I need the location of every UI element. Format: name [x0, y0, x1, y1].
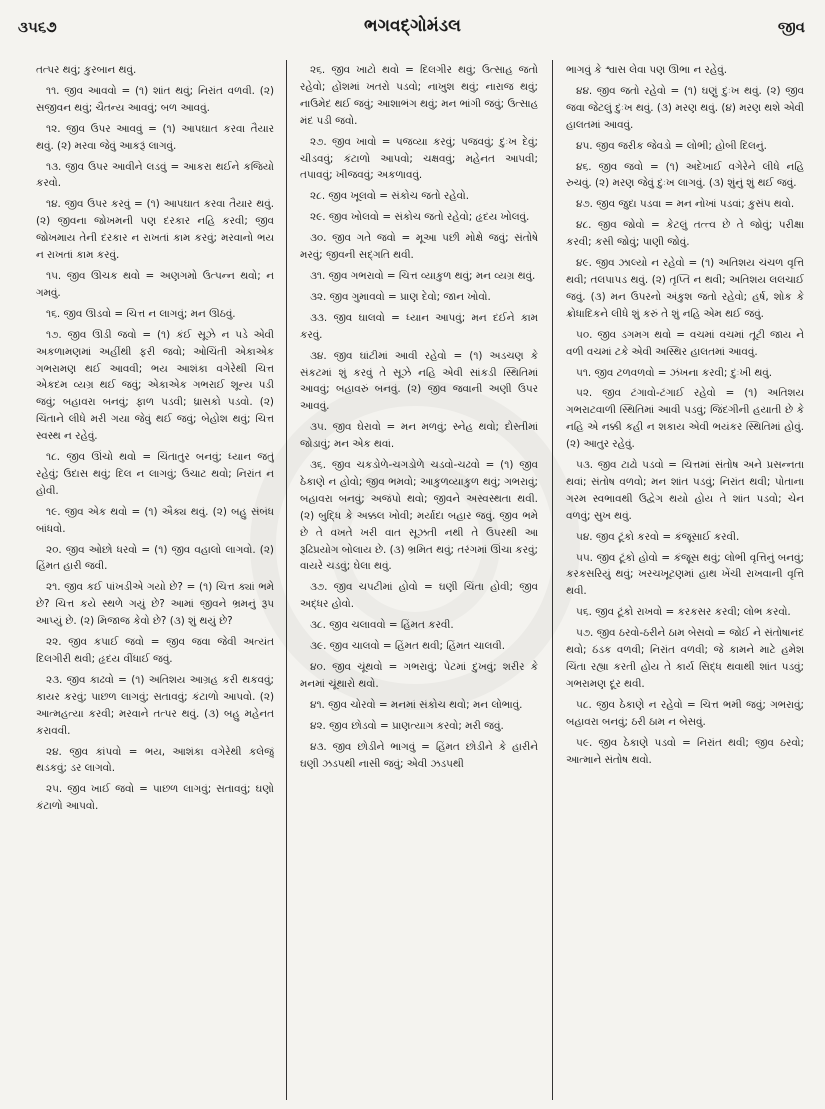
dictionary-entry: ૩૩. જીવ ઘાલવો = ધ્યાન આપવું; મન દઈને કામ કરવું. — [300, 311, 538, 341]
dictionary-entry: ૩૫. જીવ ઘેરાવો = મન મળવું; સ્નેહ થવો; દોસ્તીમાં જોડાવું; મન એક થવાં. — [300, 421, 538, 451]
dictionary-entry: ૪૧. જીવ ચોરવો = મનમાં સંકોચ થવો; મન લોભાવું. — [310, 698, 523, 711]
dictionary-entry: ૨૯. જીવ ખોલવો = સંકોચ જતો રહેવો; હૃદય ખોલવું. — [310, 211, 530, 224]
dictionary-entry: ૪૭. જીવ જુદા પડવા = મન નોખાં પડવાં; કુસંપ થવો. — [576, 198, 795, 211]
headword: જીવ — [777, 18, 805, 36]
dictionary-entry: ૨૪. જીવ કાંપવો = ભય, આશંકા વગેરેથી કલેજું થડકવું; ડર લાગવો. — [36, 745, 274, 775]
dictionary-entry: ભાગવું કે શ્વાસ લેવા પણ ઊભા ન રહેવું. — [566, 64, 728, 76]
column-3 — [566, 62, 804, 1102]
page-number: ૩૫૬૭ — [18, 18, 57, 36]
dictionary-entry: ૪૨. જીવ છોડવો = પ્રાણત્યાગ કરવો; મરી જવું. — [310, 719, 504, 732]
dictionary-entry: ૩૨. જીવ ગુમાવવો = પ્રાણ દેવો; જાન ખોવો. — [310, 290, 491, 303]
column-divider — [286, 60, 287, 1100]
dictionary-entry: ૫૦. જીવ ડગમગ થવો = વચમાં વચમાં તૂટી જાય ને વળી વચમાં ટકે એવી અસ્થિર હાલતમાં આવવું. — [566, 328, 804, 358]
dictionary-entry: ૨૦. જીવ ઓછો ધરવો = (૧) જીવ વહાલો લાગવો. (૨) હિંમત હારી જવી. — [36, 543, 274, 573]
dictionary-entry: ૩૦. જીવ ગતે જવો = મૂઆ પછી મોક્ષે જવું; સંતોષે મરવું; જીવની સદ્ગતિ થવી. — [300, 232, 538, 262]
dictionary-entry: ૨૭. જીવ ખાવો = પજવ્યા કરવું; પજવવું; દુઃખ દેવું; ચીડવવું; કંટાળો આપવો; ચક્ષવવું; મહેનત આપવી; તપાવવું; ખીજવવું; અકળાવવું. — [300, 135, 538, 182]
dictionary-entry: ૫૪. જીવ ટૂંકો કરવો = કંજૂસાઈ કરવી. — [576, 530, 740, 543]
dictionary-entry: ૫૯. જીવ ઠેકાણે પડવો = નિરાંત થવી; જીવ ઠરવો; આત્માને સંતોષ થવો. — [566, 736, 804, 766]
dictionary-entry: ૫૮. જીવ ઠેકાણે ન રહેવો = ચિત્ત ભમી જવું; ગભરાવું; બહાવરા બનવું; ઠરી ઠામ ન બેસવું. — [566, 698, 804, 728]
dictionary-entry: ૪૯. જીવ ઝાલ્યો ન રહેવો = (૧) અતિશય ચંચળ વૃત્તિ થવી; તલપાપડ થવું. (૨) તૃપ્તિ ન થવી; અતિશય લલચાઈ જવું. (૩) મન ઉપરનો અંકુશ જતો રહેવો; હર્ષ, શોક કે ક્રોધાદિકને લીધે શું કરું તે શું નહિ એમ થઈ જવું. — [566, 257, 804, 320]
running-title: ભગવદ્ગોમંડલ — [364, 16, 461, 36]
dictionary-entry: ૪૮. જીવ જોવો = કેટલું તત્ત્વ છે તે જોવું; પરીક્ષા કરવી; કસી જોવું; પાણી જોવું. — [566, 219, 804, 249]
dictionary-entry: ૫૧. જીવ ટળવળવો = ઝંખના કરવી; દુઃખી થવું. — [576, 366, 773, 379]
dictionary-entry: ૨૮. જીવ ખૂલવો = સંકોચ જતો રહેવો. — [310, 190, 470, 203]
dictionary-entry: ૩૮. જીવ ચલાવવો = હિંમત કરવી. — [310, 619, 454, 632]
dictionary-entry: ૧૯. જીવ એક થવો = (૧) ઐક્ય થવું. (૨) બહુ સંબંધ બાંધવો. — [36, 505, 274, 535]
dictionary-entry: ૧૭. જીવ ઊડી જવો = (૧) કંઈ સૂઝે ન પડે એવી અકળામણમાં અહીંથી ફરી જવો; ઓચિંતી એકાએક ગભરામણ થઈ આવવી; ભય આશંકા વગેરેથી ચિત્ત એકદમ વ્યગ્ર થઈ જવું; એકાએક ગભરાઈ શૂન્ય પડી જવું; બહાવરા બનવું; ફાળ પડવી; ધ્રાસકો પડવો. (૨) ચિંતાને લીધે મરી ગયા જેવું થઈ જવું; બેહોશ થવું; ચિત્ત સ્વસ્થ ન રહેવું. — [36, 328, 274, 443]
dictionary-entry: ૨૩. જીવ કાઢવો = (૧) અતિશય આગ્રહ કરી થકવવું; કાયર કરવું; પાછળ લાગવું; સતાવવું; કંટાળો આપવો. (૨) આત્મહત્યા કરવી; મરવાને તત્પર થવું. (૩) બહુ મહેનત કરાવવી. — [36, 673, 274, 737]
dictionary-entry: ૧૪. જીવ ઉપર કરવું = (૧) આપઘાત કરવા તૈયાર થવું. (૨) જીવના જોખમની પણ દરકાર નહિ કરવી; જીવ જોખમાય તેની દરકાર ન રાખતાં કામ કરવું; મરવાનો ભય ન રાખતાં કામ કરવું. — [36, 198, 274, 262]
dictionary-entry: ૧૫. જીવ ઊચક થવો = અણગમો ઉત્પન્ન થવો; ન ગમવું. — [36, 269, 274, 299]
dictionary-entry: ૫૩. જીવ ટાઢો પડવો = ચિત્તમાં સંતોષ અને પ્રસન્નતા થવાં; સંતોષ વળવો; મન શાંત પડવું; નિરાંત થવી; પોતાના ગરમ સ્વભાવથી ઉદ્વેગ થયો હોય તે શાંત પડવો; ચેન વળવું; સુખ થવું. — [566, 459, 804, 522]
dictionary-entry: ૨૨. જીવ કપાઈ જવો = જીવ જવા જેવી અત્યંત દિલગીરી થવી; હૃદય વીંધાઈ જવું. — [36, 636, 274, 665]
dictionary-entry: ૪૪. જીવ જતો રહેવો = (૧) ઘણું દુઃખ થવું. (૨) જીવ જવા જેટલું દુઃખ થવું. (૩) મરણ થવું. (૪) મરણ થશે એવી હાલતમાં આવવું. — [566, 84, 804, 131]
dictionary-entry: ૧૧. જીવ આવવો = (૧) શાંત થવું; નિરાંત વળવી. (૨) સજીવન થવું; ચૈતન્ય આવવું; બળ આવવું. — [36, 84, 274, 114]
dictionary-entry: ૩૬. જીવ ચકડોળે-ચગડોળે ચડવો-ચઢવો = (૧) જીવ ઠેકાણે ન હોવો; જીવ ભમવો; આકુળવ્યાકુળ થવું; ગભરાવું; બહાવરા બનવું; અજંપો થવો; જીવને અસ્વસ્થતા થવી. (૨) બુદ્ધિ કે અક્કલ ખોવી; મર્યાદા બહાર જવું. જીવ ભમે છે તે વખતે ખરી વાત સૂઝતી નથી તે ઉપરથી આ રૂઢિપ્રયોગ બોલાય છે. (૩) ભ્રમિત થવું; તરંગમાં ઊંચા કરવું; વાયરે ચડવું; ઘેલા થવું. — [300, 459, 538, 573]
column-divider — [552, 60, 553, 1100]
dictionary-entry: ૫૨. જીવ ટંગાવો-ટંગાઈ રહેવો = (૧) અતિશય ગભરાટવાળી સ્થિતિમાં આવી પડવું; જિંદગીની હયાતી છે કે નહિ એ નક્કી કહી ન શકાય એવી ભયંકર સ્થિતિમાં હોવું. (૨) આતુર રહેવું. — [566, 387, 804, 451]
dictionary-entry: ૫૬. જીવ ટૂંકો રાખવો = કરકસર કરવી; લોભ કરવો. — [576, 606, 791, 619]
dictionary-entry: ૧૬. જીવ ઊડવો = ચિત્ત ન લાગવું; મન ઊઠવું. — [46, 307, 236, 320]
dictionary-entry: ૩૯. જીવ ચાલવો = હિંમત થવી; હિંમત ચાલવી. — [310, 640, 506, 653]
dictionary-entry: ૨૬. જીવ ખાટો થવો = દિલગીર થવું; ઉત્સાહ જતો રહેવો; હોંશમાં ખતરો પડવો; નાખુશ થવું; નારાજ થવું; નાઉમેદ થઈ જવું; આશાભંગ થવું; મન ભાંગી જવું; ઉત્સાહ મંદ પડી જવો. — [300, 64, 538, 127]
dictionary-entry: ૫૭. જીવ ઠરવો-ઠરીને ઠામ બેસવો = જોઈ ને સંતોષાનંદ થવો; ઠંડક વળવી; નિરાંત વળવી; જે કામને માટે હમેશ ચિંતા રહ્યા કરતી હોય તે કાર્ય સિદ્ધ થવાથી શાંત પડવું; ગભરામણ દૂર થવી. — [566, 627, 804, 690]
dictionary-entry: ૨૫. જીવ ખાઈ જવો = પાછળ લાગવું; સતાવવું; ઘણો કંટાળો આપવો. — [36, 783, 274, 813]
dictionary-entry: તત્પર થવું; કુરબાન થવું. — [36, 64, 137, 76]
dictionary-entry: ૧૨. જીવ ઉપર આવવું = (૧) આપઘાત કરવા તૈયાર થવું. (૨) મરવા જેવું આકરૂં લાગવું. — [36, 122, 274, 152]
dictionary-entry: ૫૫. જીવ ટૂંકો હોવો = કંજૂસ થવું; લોભી વૃત્તિનું બનવું; કરકસરિયું થવું; ખરચખૂટણમાં હાથ ખેંચી રાખવાની વૃત્તિ થવી. — [566, 551, 804, 598]
column-2 — [300, 62, 538, 1102]
column-1 — [36, 62, 274, 1102]
dictionary-entry: ૪૦. જીવ ચૂંથવો = ગભરાવું; પેટમાં દુખવું; શરીર કે મનમાં ચૂંથારો થવો. — [300, 661, 538, 690]
dictionary-entry: ૩૪. જીવ ઘાંટીમાં આવી રહેવો = (૧) અડચણ કે સંકટમાં શું કરવું તે સૂઝે નહિ એવી સાંકડી સ્થિતિમાં આવવું; બહાવરું બનવું. (૨) જીવ જવાની અણી ઉપર આવવું. — [300, 349, 538, 413]
dictionary-entry: ૧૮. જીવ ઊંચો થવો = ચિંતાતુર બનવું; ધ્યાન જતું રહેવું; ઉદાસ થવું; દિલ ન લાગવું; ઉચાટ થવો; નિરાંત ન હોવી. — [36, 451, 274, 497]
page-header — [14, 6, 811, 46]
dictionary-entry: ૪૬. જીવ જવો = (૧) અદેખાઈ વગેરેને લીધે નહિ રુચવું. (૨) મરણ જેવું દુઃખ લાગવું. (૩) શુંનું શું થઈ જવું. — [566, 160, 804, 190]
dictionary-entry: ૪૩. જીવ છોડીને ભાગવું = હિંમત છોડીને કે હારીને ઘણી ઝડપથી નાસી જવું; એવી ઝડપથી — [300, 740, 538, 770]
dictionary-entry: ૧૩. જીવ ઉપર આવીને લડવું = આકરા થઈને કજિયો કરવો. — [36, 160, 274, 190]
dictionary-entry: ૩૧. જીવ ગભરાવો = ચિત્ત વ્યાકુળ થવું; મન વ્યગ્ર થવું. — [310, 269, 536, 282]
dictionary-entry: ૨૧. જીવ કઈ પાંખડીએ ગયો છે? = (૧) ચિત્ત ક્યાં ભમે છે? ચિત્ત કયે સ્થળે ગયું છે? આમાં જીવને ભ્રમનું રૂપ આપ્યું છે. (૨) મિજાજ કેવો છે? (૩) શું થયું છે? — [36, 581, 274, 628]
dictionary-entry: ૩૭. જીવ ચપટીમાં હોવો = ઘણી ચિંતા હોવી; જીવ અદ્ધર હોવો. — [300, 581, 538, 611]
dictionary-entry: ૪૫. જીવ જરીક જેવડો = લોભી; હોબી દિલનું. — [576, 139, 767, 152]
